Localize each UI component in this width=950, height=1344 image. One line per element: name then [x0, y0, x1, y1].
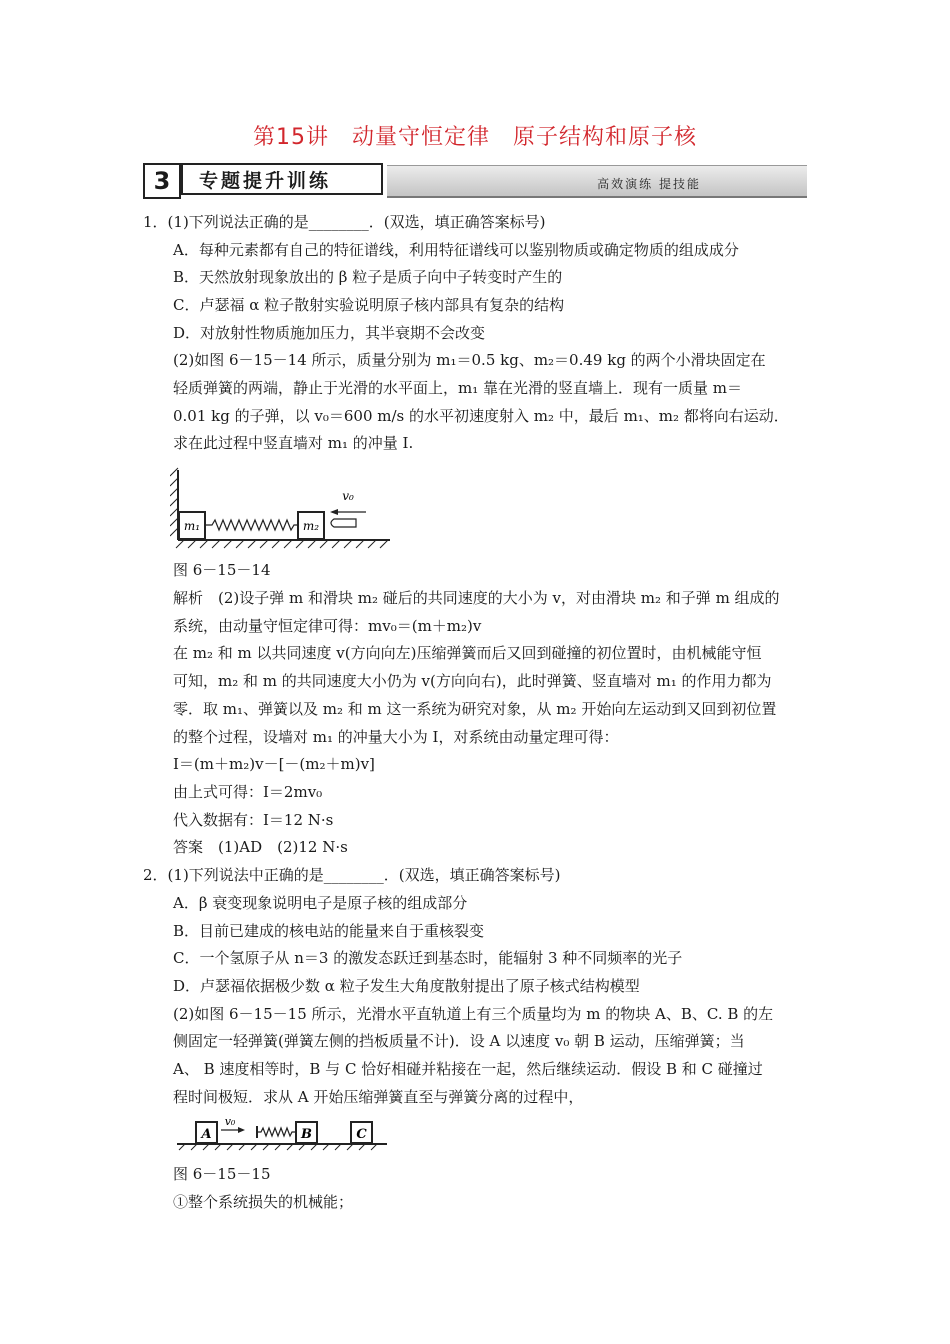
spring — [257, 1128, 296, 1136]
label-a: A — [201, 1127, 212, 1142]
section-banner — [143, 163, 807, 199]
label-b: B — [301, 1127, 312, 1142]
q1-option-b: B．天然放射现象放出的 β 粒子是质子向中子转变时产生的 — [173, 268, 563, 286]
arrow-head — [330, 509, 338, 515]
q2-part2-line: (2)如图 6－15－15 所示，光滑水平直轨道上有三个质量均为 m 的物块 A、B、C. B 的左 — [173, 1005, 774, 1023]
wall-hatch — [170, 468, 178, 536]
spring — [205, 520, 298, 530]
q1-solution-line: 可知，m₂ 和 m 的共同速度大小仍为 v(方向向右)，此时弹簧、竖直墙对 m₁ 的作用力都为 — [173, 672, 772, 690]
figure-caption: 图 6－15－14 — [173, 561, 271, 579]
label-m1: m₁ — [183, 519, 201, 533]
bullet — [331, 519, 356, 527]
q1-option-d: D．对放射性物质施加压力，其半衰期不会改变 — [173, 324, 486, 342]
q1-part2-line: 轻质弹簧的两端，静止于光滑的水平面上，m₁ 靠在光滑的竖直墙上．现有一质量 m＝ — [173, 379, 743, 397]
figure-caption: 图 6－15－15 — [173, 1165, 271, 1183]
q1-answer: 答案 (1)AD (2)12 N·s — [173, 838, 348, 856]
q1-solution-line: 代入数据有：I＝12 N·s — [173, 811, 334, 829]
q1-solution-line: 由上式可得：I＝2mv₀ — [173, 783, 323, 801]
q1-part2-line: (2)如图 6－15－14 所示，质量分别为 m₁＝0.5 kg、m₂＝0.49 kg 的两个小滑块固定在 — [173, 351, 766, 369]
q2-option-c: C．一个氢原子从 n＝3 的激发态跃迁到基态时，能辐射 3 种不同频率的光子 — [173, 949, 683, 967]
q2-part2-line: A、 B 速度相等时，B 与 C 恰好相碰并粘接在一起，然后继续运动．假设 B 和 C 碰撞过 — [173, 1060, 763, 1078]
q2-part2-line: 程时间极短．求从 A 开始压缩弹簧直至与弹簧分离的过程中， — [173, 1088, 584, 1106]
q2-stem: 2．(1)下列说法中正确的是________．(双选，填正确答案标号) — [143, 866, 561, 884]
figure-6-15-15 — [175, 1114, 390, 1154]
q1-option-a: A．每种元素都有自己的特征谱线，利用特征谱线可以鉴别物质或确定物质的组成成分 — [173, 241, 739, 259]
q1-solution-line: 在 m₂ 和 m 以共同速度 v(方向向左)压缩弹簧而后又回到碰撞的初位置时，由机械能守恒 — [173, 644, 762, 662]
figure-6-15-14 — [170, 462, 395, 550]
banner-slogan: 高效演练 提技能 — [597, 177, 701, 191]
q2-part2-line: 侧固定一轻弹簧(弹簧左侧的挡板质量不计)．设 A 以速度 v₀ 朝 B 运动，压缩弹簧；当 — [173, 1032, 745, 1050]
banner-bar — [387, 165, 807, 198]
q2-option-b: B．目前已建成的核电站的能量来自于重核裂变 — [173, 922, 485, 940]
page-title: 第15讲 动量守恒定律 原子结构和原子核 — [253, 125, 697, 150]
q2-sub-question-1: ①整个系统损失的机械能； — [173, 1193, 354, 1211]
q1-solution-line: 零．取 m₁、弹簧以及 m₂ 和 m 这一系统为研究对象，从 m₂ 开始向左运动到又回到初位置 — [173, 700, 777, 718]
label-v0: v₀ — [342, 489, 354, 503]
q1-solution-line: 的整个过程，设墙对 m₁ 的冲量大小为 I，对系统由动量定理可得： — [173, 728, 619, 746]
banner-number: 3 — [143, 163, 181, 199]
q1-part2-line: 0.01 kg 的子弹，以 v₀＝600 m/s 的水平初速度射入 m₂ 中，最后 m₁、m₂ 都将向右运动． — [173, 407, 789, 425]
q1-stem: 1．(1)下列说法正确的是________．(双选，填正确答案标号) — [143, 213, 546, 231]
q2-option-a: A．β 衰变现象说明电子是原子核的组成部分 — [173, 894, 468, 912]
q1-solution-line: 系统，由动量守恒定律可得：mv₀＝(m＋m₂)v — [173, 617, 482, 635]
q1-part2-line: 求在此过程中竖直墙对 m₁ 的冲量 I. — [173, 434, 414, 452]
label-v0: v₀ — [224, 1115, 236, 1128]
q1-solution-line: 解析 (2)设子弹 m 和滑块 m₂ 碰后的共同速度的大小为 v，对由滑块 m₂ 和子弹 m 组成的 — [173, 589, 780, 607]
arrow-head — [238, 1127, 245, 1133]
floor-hatch — [176, 540, 388, 548]
q2-option-d: D．卢瑟福依据极少数 α 粒子发生大角度散射提出了原子核式结构模型 — [173, 977, 640, 995]
label-c: C — [356, 1127, 367, 1142]
q1-option-c: C．卢瑟福 α 粒子散射实验说明原子核内部具有复杂的结构 — [173, 296, 565, 314]
banner-name: 专题提升训练 — [181, 163, 383, 195]
label-m2: m₂ — [302, 519, 320, 533]
q1-solution-line: I＝(m＋m₂)v－[－(m₂＋m)v] — [173, 755, 375, 773]
